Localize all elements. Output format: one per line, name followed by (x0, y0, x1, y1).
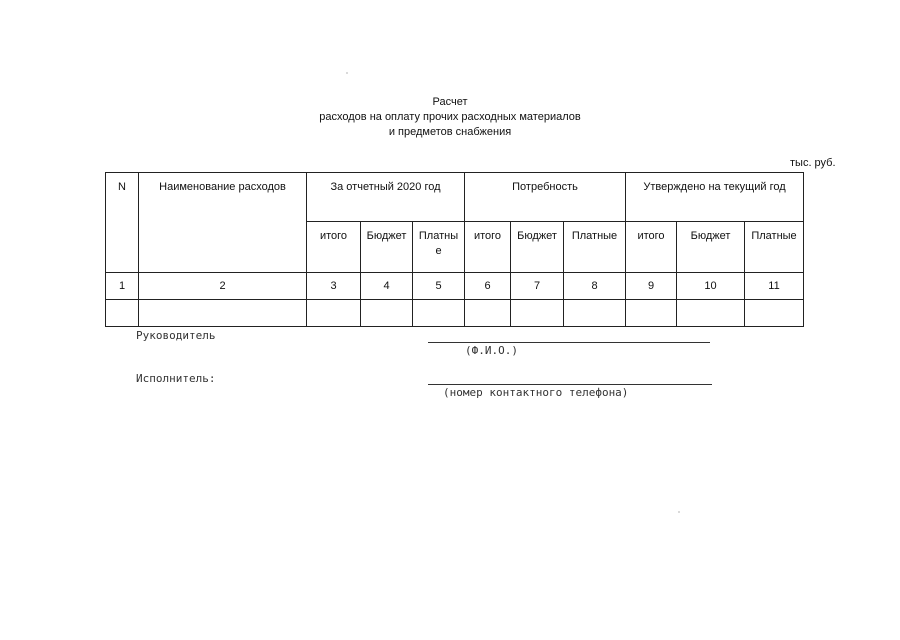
subheader-total: итого (465, 222, 511, 273)
column-number: 2 (139, 273, 307, 300)
document-title (250, 95, 650, 140)
subheader-budget: Бюджет (511, 222, 564, 273)
executor-signature-label: Исполнитель: (136, 372, 216, 385)
column-number: 1 (106, 273, 139, 300)
column-number: 4 (361, 273, 413, 300)
table-cell-empty (361, 300, 413, 327)
scan-speck (346, 72, 348, 74)
column-number: 8 (564, 273, 626, 300)
column-number: 6 (465, 273, 511, 300)
subheader-budget: Бюджет (361, 222, 413, 273)
header-expense-name: Наименование расходов (139, 173, 307, 273)
header-approved: Утверждено на текущий год (626, 173, 804, 222)
table-cell-empty (307, 300, 361, 327)
table-cell-empty (139, 300, 307, 327)
table-row-column-numbers (106, 273, 804, 300)
subheader-paid: Платные (745, 222, 804, 273)
table-cell-empty (564, 300, 626, 327)
subheader-total: итого (307, 222, 361, 273)
phone-caption: (номер контактного телефона) (443, 386, 629, 399)
column-number: 5 (413, 273, 465, 300)
table-cell-empty (511, 300, 564, 327)
subheader-paid: Платны е (413, 222, 465, 273)
table-cell-empty (677, 300, 745, 327)
subheader-total: итого (626, 222, 677, 273)
column-number: 9 (626, 273, 677, 300)
subheader-paid: Платные (564, 222, 626, 273)
table-cell-empty (106, 300, 139, 327)
column-number: 7 (511, 273, 564, 300)
table-header-row (106, 173, 804, 222)
title-line-1: Расчет (432, 96, 468, 108)
column-number: 11 (745, 273, 804, 300)
table-cell-empty (745, 300, 804, 327)
head-signature-label: Руководитель (136, 329, 216, 342)
column-number: 10 (677, 273, 745, 300)
expense-table (105, 172, 804, 327)
units-label: тыс. руб. (790, 157, 836, 169)
title-line-3: и предметов снабжения (388, 126, 512, 138)
header-need: Потребность (465, 173, 626, 222)
scan-speck (678, 511, 680, 513)
head-signature-line (428, 342, 710, 343)
header-reported-year: За отчетный 2020 год (307, 173, 465, 222)
subheader-budget: Бюджет (677, 222, 745, 273)
column-number: 3 (307, 273, 361, 300)
title-line-2: расходов на оплату прочих расходных материалов (319, 111, 581, 123)
fio-caption: (Ф.И.О.) (465, 344, 518, 357)
table-cell-empty (465, 300, 511, 327)
table-cell-empty (626, 300, 677, 327)
header-n: N (106, 173, 139, 273)
table-row-empty (106, 300, 804, 327)
executor-signature-line (428, 384, 712, 385)
table-cell-empty (413, 300, 465, 327)
